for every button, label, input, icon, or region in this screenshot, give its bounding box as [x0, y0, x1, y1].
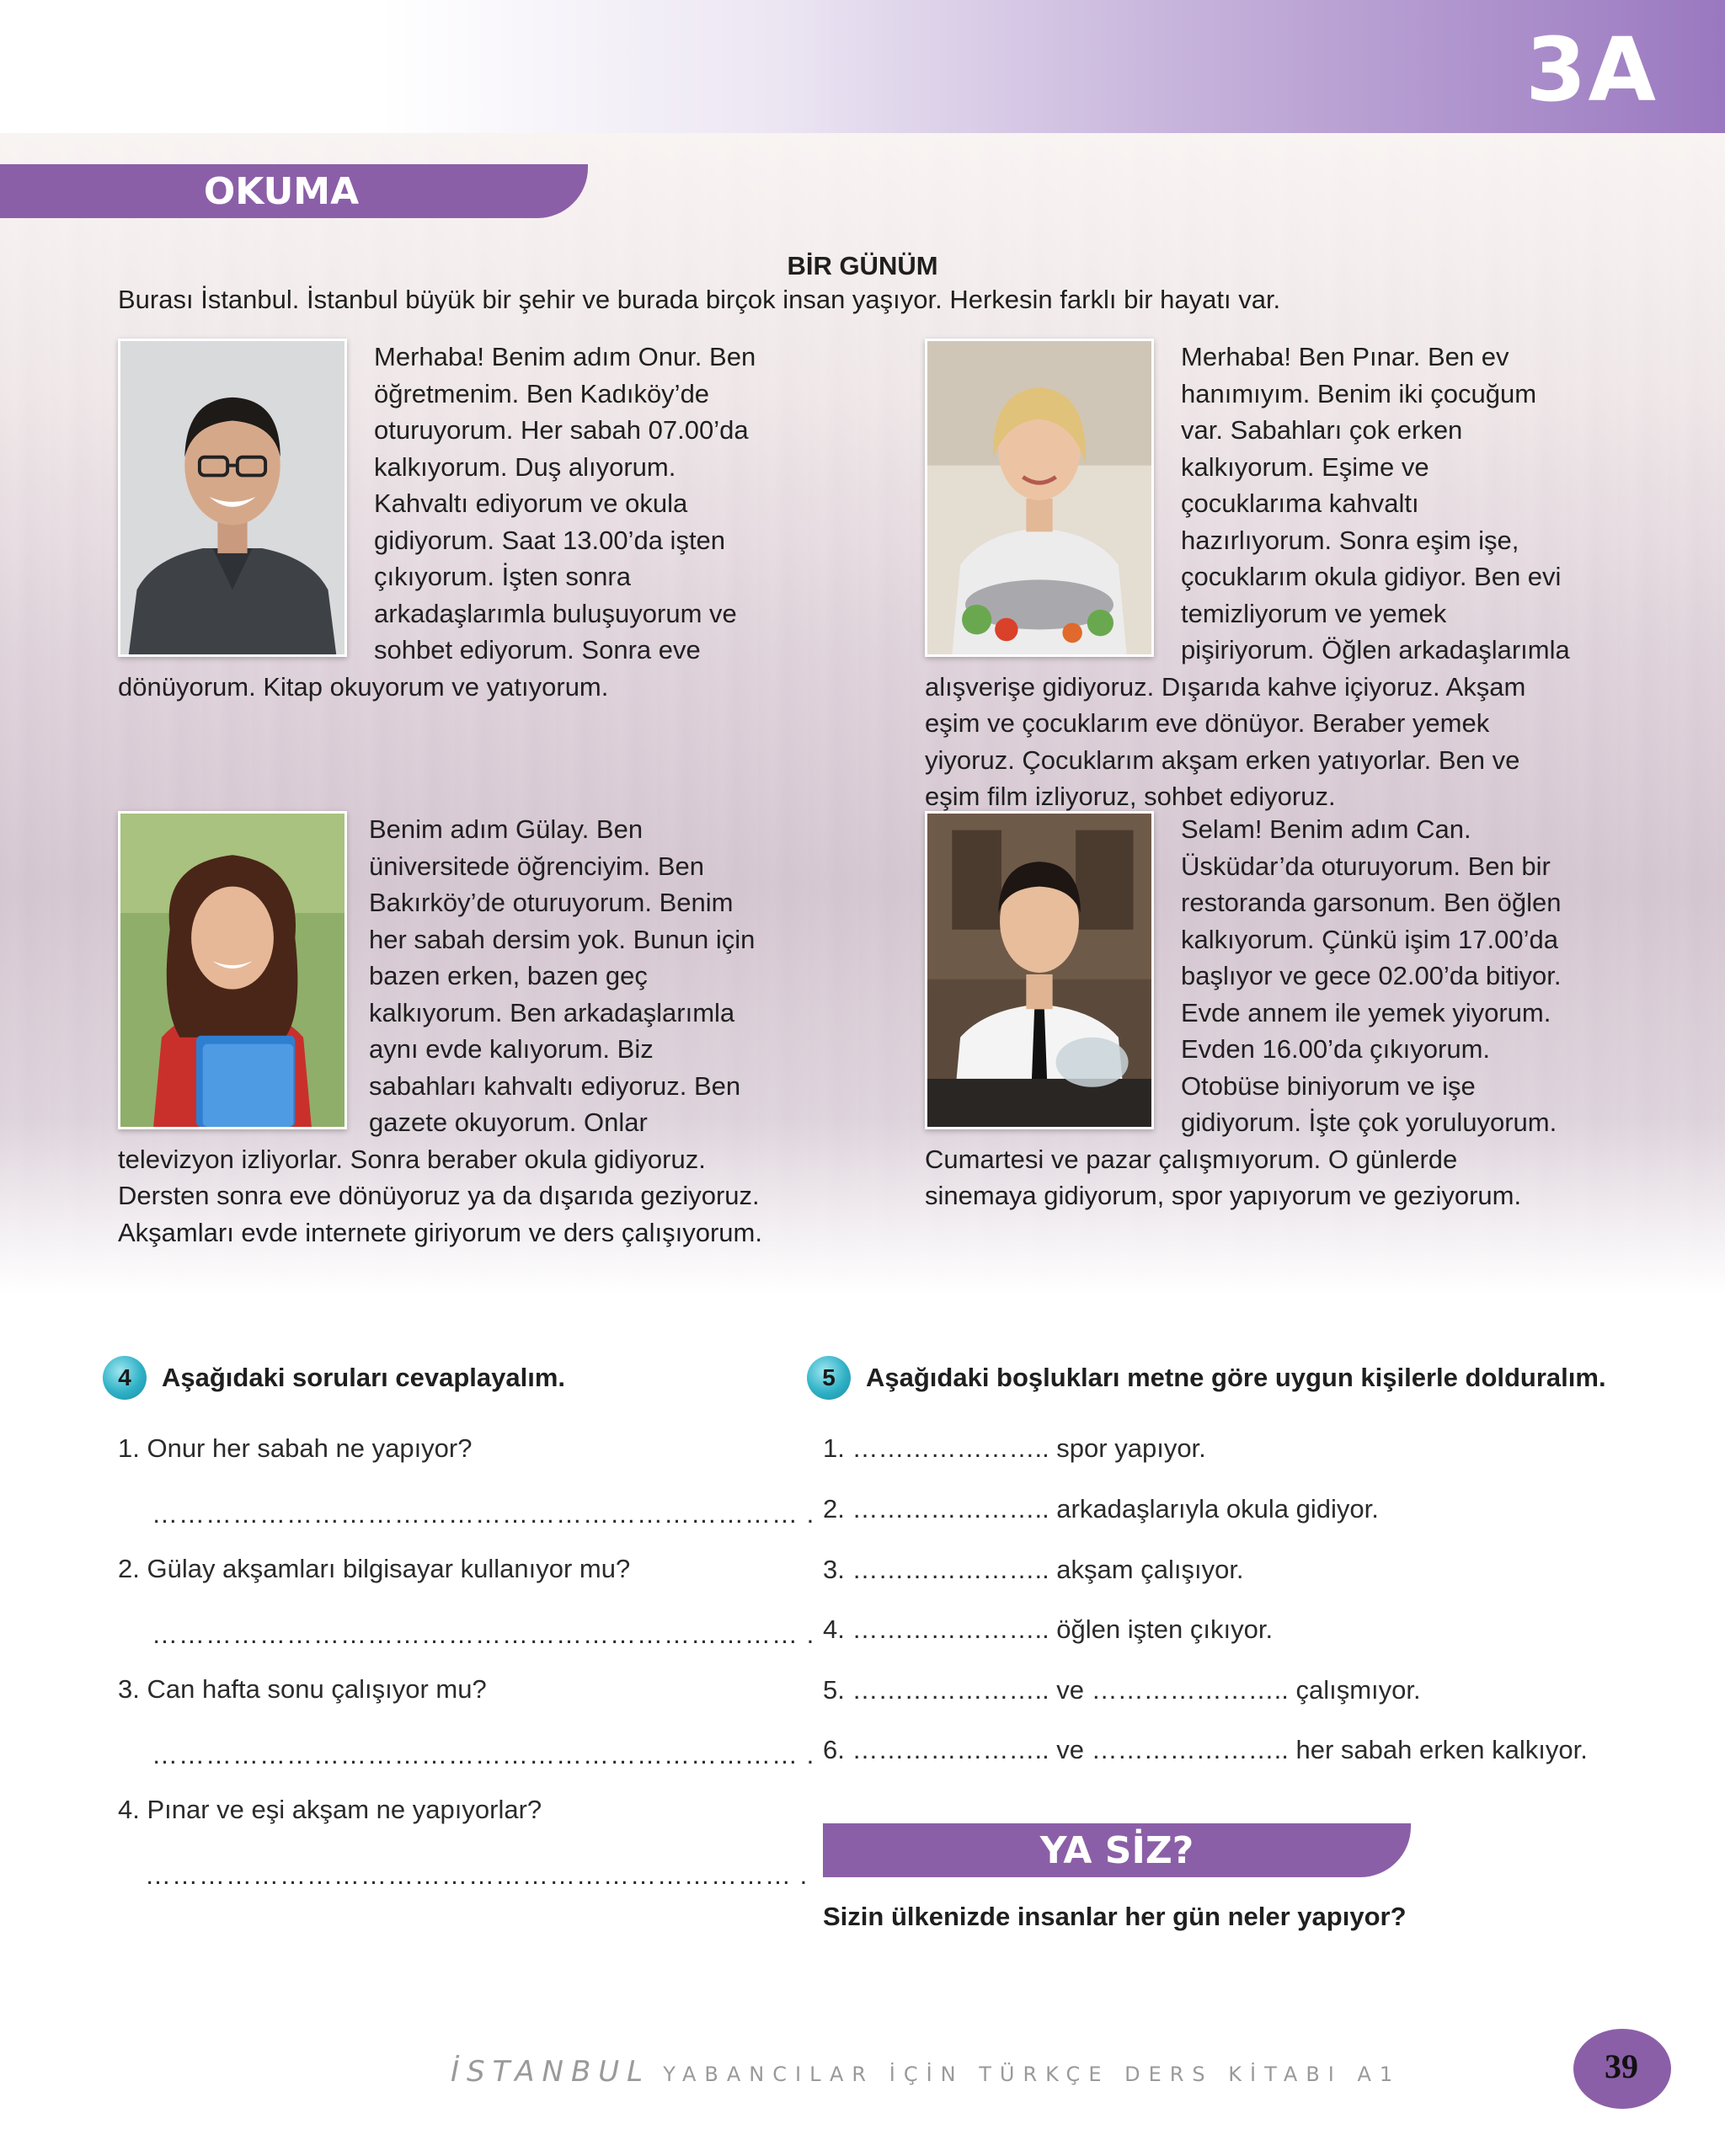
question-3: 3. Can hafta sonu çalışıyor mu? [118, 1674, 487, 1704]
fill-item-6[interactable]: 6. ………………….. ve ………………….. her sabah erken kalkıyor. [823, 1735, 1588, 1764]
ya-siz-question: Sizin ülkenizde insanlar her gün neler yapıyor? [823, 1902, 1407, 1931]
fill-item-2[interactable]: 2. ………………….. arkadaşlarıyla okula gidiyor. [823, 1494, 1379, 1524]
header-band [0, 0, 1725, 133]
footer-subtitle: YABANCILAR İÇİN TÜRKÇE DERS KİTABI A1 [663, 2063, 1402, 2086]
reading-title: BİR GÜNÜM [787, 251, 938, 280]
question-2: 2. Gülay akşamları bilgisayar kullanıyor mu? [118, 1554, 631, 1583]
onur-photo [118, 339, 347, 657]
exercise-5-title: Aşağıdaki boşlukları metne göre uygun kişilerle dolduralım. [866, 1363, 1606, 1392]
gulay-photo [118, 811, 347, 1129]
story-onur [118, 339, 766, 705]
fill-item-4[interactable]: 4. ………………….. öğlen işten çıkıyor. [823, 1614, 1274, 1644]
exercise-5-badge: 5 [807, 1356, 851, 1400]
fill-item-1[interactable]: 1. ………………….. spor yapıyor. [823, 1433, 1206, 1463]
reading-intro: Burası İstanbul. İstanbul büyük bir şehir ve burada birçok insan yaşıyor. Herkesin farklı bir hayatı var. [118, 285, 1281, 314]
exercise-5-heading [807, 1356, 1606, 1400]
answer-line-4[interactable]: ……………………………………………………………… . [145, 1860, 809, 1890]
story-onur-text: Merhaba! Benim adım Onur. Ben öğretmenim. Ben Kadıköy’de oturuyorum. Her sabah 07.00’da kalkıyorum. Duş alıyorum. Kahvaltı ediyorum ve okula gidiyorum. Saat 13.00’da işten çıkıyorum. İşten sonra arkadaşlarımla buluşuyorum ve sohbet ediyorum. Sonra eve dönüyorum. Kitap okuyorum ve yatıyorum. [118, 342, 756, 702]
story-can [925, 811, 1573, 1214]
exercise-4-badge: 4 [103, 1356, 147, 1400]
page-number: 39 [1605, 2047, 1638, 2085]
answer-line-2[interactable]: ……………………………………………………………… . [152, 1620, 815, 1649]
pinar-photo [925, 339, 1154, 657]
question-4: 4. Pınar ve eşi akşam ne yapıyorlar? [118, 1795, 542, 1824]
fill-item-5[interactable]: 5. ………………….. ve ………………….. çalışmıyor. [823, 1675, 1421, 1705]
story-gulay-text: Benim adım Gülay. Ben üniversitede öğrenciyim. Ben Bakırköy’de oturuyorum. Benim her sabah dersim yok. Bunun için bazen erken, bazen geç kalkıyorum. Ben arkadaşlarımla aynı evde kalıyorum. Biz sabahları kahvaltı ediyoruz. Ben gazete okuyorum. Onlar televizyon izliyorlar. Sonra beraber okula gidiyoruz. Dersten sonra eve dönüyoruz ya da dışarıda geziyoruz. Akşamları evde internete giriyorum ve ders çalışıyorum. [118, 814, 762, 1247]
story-gulay [118, 811, 766, 1251]
story-can-text: Selam! Benim adım Can. Üsküdar’da oturuyorum. Ben bir restoranda garsonum. Ben öğlen kalkıyorum. Çünkü işim 17.00’da başlıyor ve gece 02.00’da bitiyor. Evde annem ile yemek yiyorum. Evden 16.00’da çıkıyorum. Otobüse biniyorum ve işe gidiyorum. İşte çok yoruluyorum. Cumartesi ve pazar çalışmıyorum. O günlerde sinemaya gidiyorum, spor yapıyorum ve geziyorum. [925, 814, 1562, 1210]
exercise-4-heading [103, 1356, 565, 1400]
footer-brand: İSTANBUL [451, 2055, 651, 2089]
story-pinar-text: Merhaba! Ben Pınar. Ben ev hanımıyım. Benim iki çocuğum var. Sabahları çok erken kalkıyorum. Eşime ve çocuklarıma kahvaltı hazırlıyorum. Sonra eşim işe, çocuklarım okula gidiyor. Ben evi temizliyorum ve yemek pişiriyorum. Öğlen arkadaşlarımla alışverişe gidiyoruz. Dışarıda kahve içiyoruz. Akşam eşim ve çocuklarım eve dönüyor. Beraber yemek yiyoruz. Çocuklarım akşam erken yatıyorlar. Ben ve eşim film izliyoruz, sohbet ediyoruz. [925, 342, 1570, 811]
answer-line-3[interactable]: ……………………………………………………………… . [152, 1740, 815, 1769]
unit-label: 3A [1525, 19, 1658, 121]
footer-title [451, 2055, 1401, 2089]
answer-line-1[interactable]: ……………………………………………………………… . [152, 1499, 815, 1529]
ya-siz-tab: YA SİZ? [823, 1823, 1411, 1877]
can-photo [925, 811, 1154, 1129]
question-1: 1. Onur her sabah ne yapıyor? [118, 1433, 473, 1463]
okuma-section-tab: OKUMA [0, 164, 588, 218]
fill-item-3[interactable]: 3. ………………….. akşam çalışıyor. [823, 1555, 1244, 1584]
exercise-4-title: Aşağıdaki soruları cevaplayalım. [162, 1363, 566, 1392]
story-pinar [925, 339, 1573, 815]
